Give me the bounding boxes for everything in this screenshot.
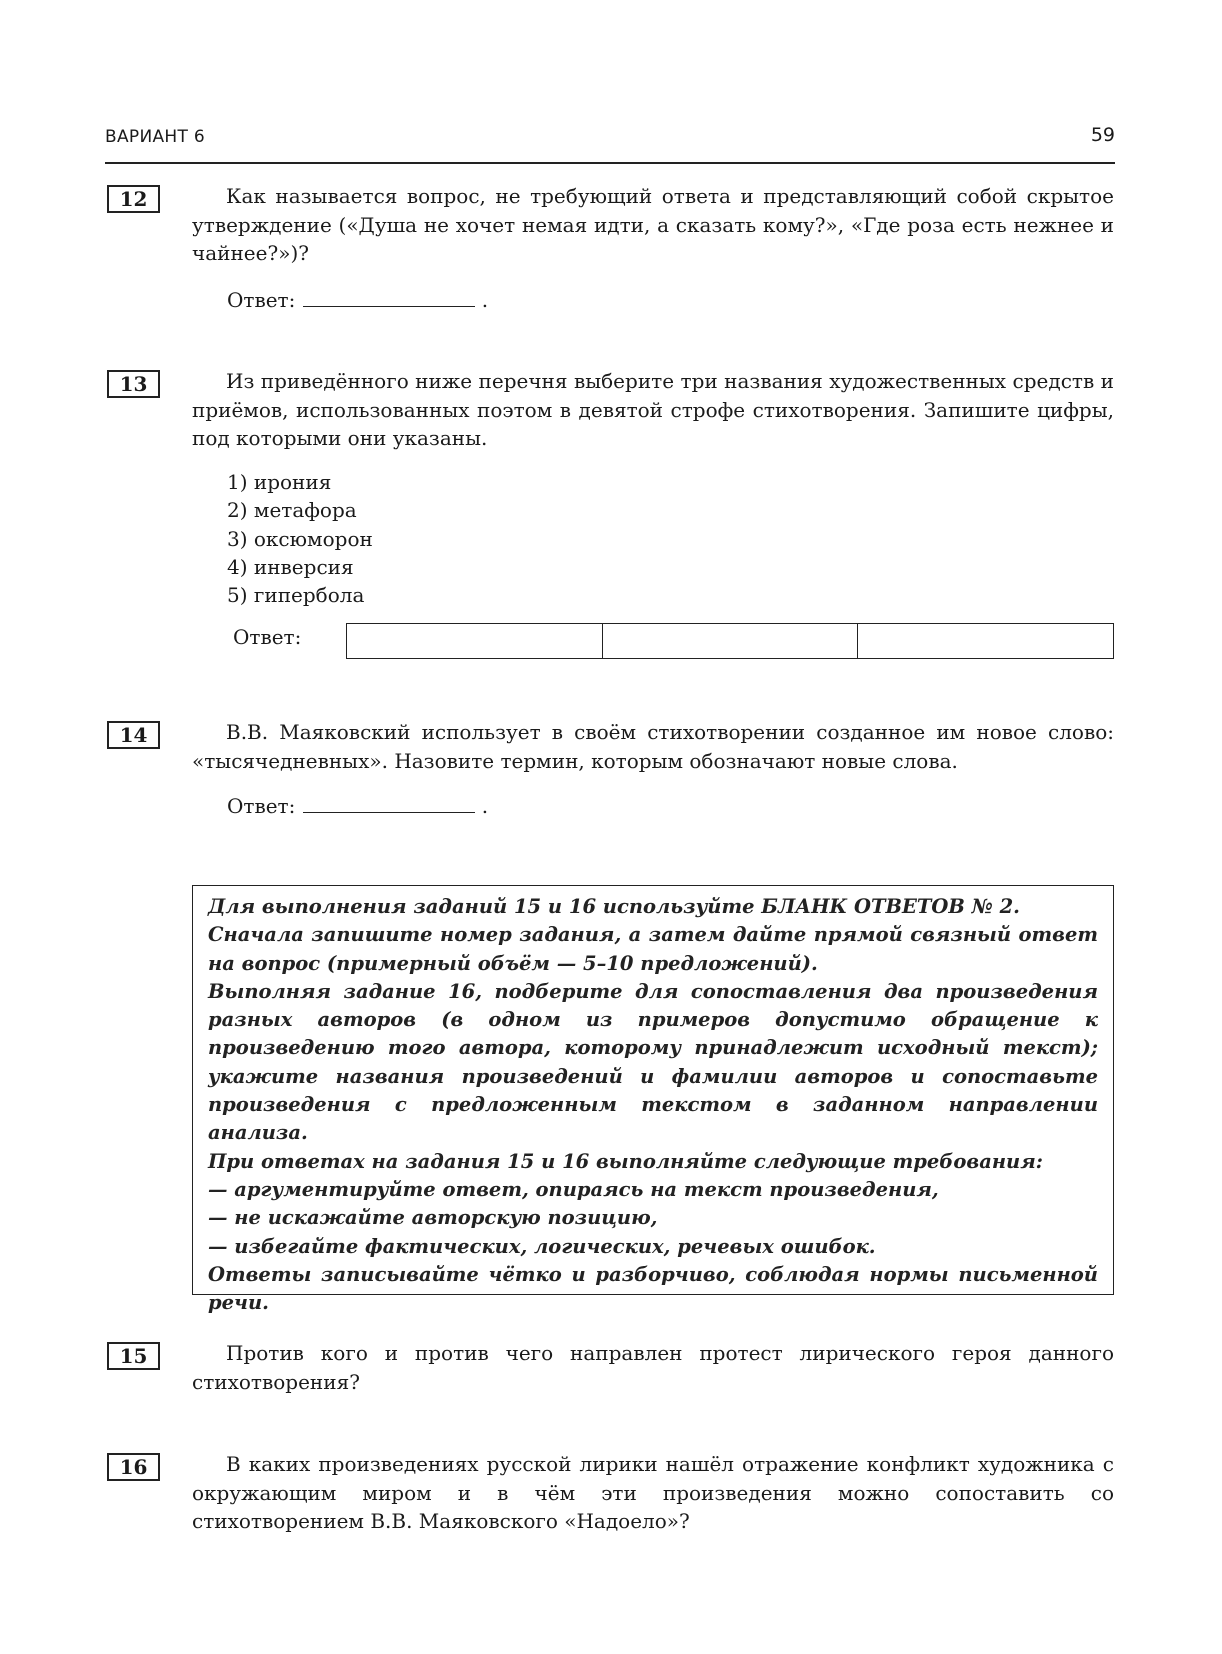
task-13-text xyxy=(192,367,1114,453)
instruction-line: Для выполнения заданий 15 и 16 используйте БЛАНК ОТВЕТОВ № 2. xyxy=(208,895,1020,918)
task-16-text xyxy=(192,1450,1114,1536)
instruction-line: — аргументируйте ответ, опираясь на текст произведения, xyxy=(208,1177,939,1201)
instruction-box xyxy=(192,885,1114,1315)
answer-input-line[interactable] xyxy=(303,288,475,307)
task-14-question: В.В. Маяковский использует в своём стихотворении созданное им новое слово: «тысячедневных». Назовите термин, которым обозначают новые слова. xyxy=(192,720,1114,773)
option-item: 4) инверсия xyxy=(227,554,354,579)
task-13-answer-cells xyxy=(346,623,1114,659)
answer-cell[interactable] xyxy=(603,624,859,658)
instruction-line: При ответах на задания 15 и 16 выполняйте следующие требования: xyxy=(208,1149,1043,1173)
task-13-answer-label: Ответ: xyxy=(233,625,302,649)
task-16-question: В каких произведениях русской лирики нашёл отражение конфликт художника с окружающим миром и в чём эти произведения можно сопоставить со стихотворением В.В. Маяковского «Надоело»? xyxy=(192,1452,1114,1533)
page-number: 59 xyxy=(1090,124,1115,146)
task-15-question: Против кого и против чего направлен протест лирического героя данного стихотворения? xyxy=(192,1341,1114,1394)
task-number-16: 16 xyxy=(107,1453,160,1481)
task-number-15: 15 xyxy=(107,1342,160,1370)
task-14-text xyxy=(192,718,1114,775)
answer-cell[interactable] xyxy=(347,624,603,658)
task-number-12: 12 xyxy=(107,185,160,213)
task-14-answer: Ответ: . xyxy=(227,794,489,818)
page-header xyxy=(105,124,1115,164)
task-12-text xyxy=(192,182,1114,268)
task-number-13: 13 xyxy=(107,370,160,398)
answer-cell[interactable] xyxy=(858,624,1113,658)
variant-title: ВАРИАНТ 6 xyxy=(105,127,205,147)
option-item: 2) метафора xyxy=(227,498,357,523)
instruction-line: — не искажайте авторскую позицию, xyxy=(208,1206,658,1230)
instruction-line: Ответы записывайте чётко и разборчиво, соблюдая нормы письменной речи. xyxy=(208,1262,1098,1315)
answer-input-line[interactable] xyxy=(303,794,475,813)
task-15-text xyxy=(192,1339,1114,1396)
option-item: 3) оксюморон xyxy=(227,526,373,551)
answer-label: Ответ: xyxy=(227,288,296,312)
option-item: 5) гипербола xyxy=(227,583,365,608)
task-13-options xyxy=(227,468,373,609)
option-item: 1) ирония xyxy=(227,470,332,494)
answer-label: Ответ: xyxy=(227,794,296,818)
instruction-line: Сначала запишите номер задания, а затем дайте прямой связный ответ на вопрос (примерный объём — 5–10 предложений). xyxy=(208,923,1098,975)
task-13-question: Из приведённого ниже перечня выберите три названия художественных средств и приёмов, использованных поэтом в девятой строфе стихотворения. Запишите цифры, под которыми они указаны. xyxy=(192,369,1114,450)
instruction-line: — избегайте фактических, логических, речевых ошибок. xyxy=(208,1234,876,1258)
task-number-14: 14 xyxy=(107,721,160,749)
instruction-line: Выполняя задание 16, подберите для сопоставления два произведения разных авторов (в одном из примеров допустимо обращение к произведению того автора, которому принадлежит исходный текст); укажите названия произведений и фамилии авторов и сопоставьте произведения с предложенным текстом в заданном направлении анализа. xyxy=(208,979,1098,1145)
task-12-question: Как называется вопрос, не требующий ответа и представляющий собой скрытое утверждение («Душа не хочет немая идти, а сказать кому?», «Где роза есть нежнее и чайнее?»)? xyxy=(192,184,1114,265)
task-12-answer: Ответ: . xyxy=(227,288,489,312)
